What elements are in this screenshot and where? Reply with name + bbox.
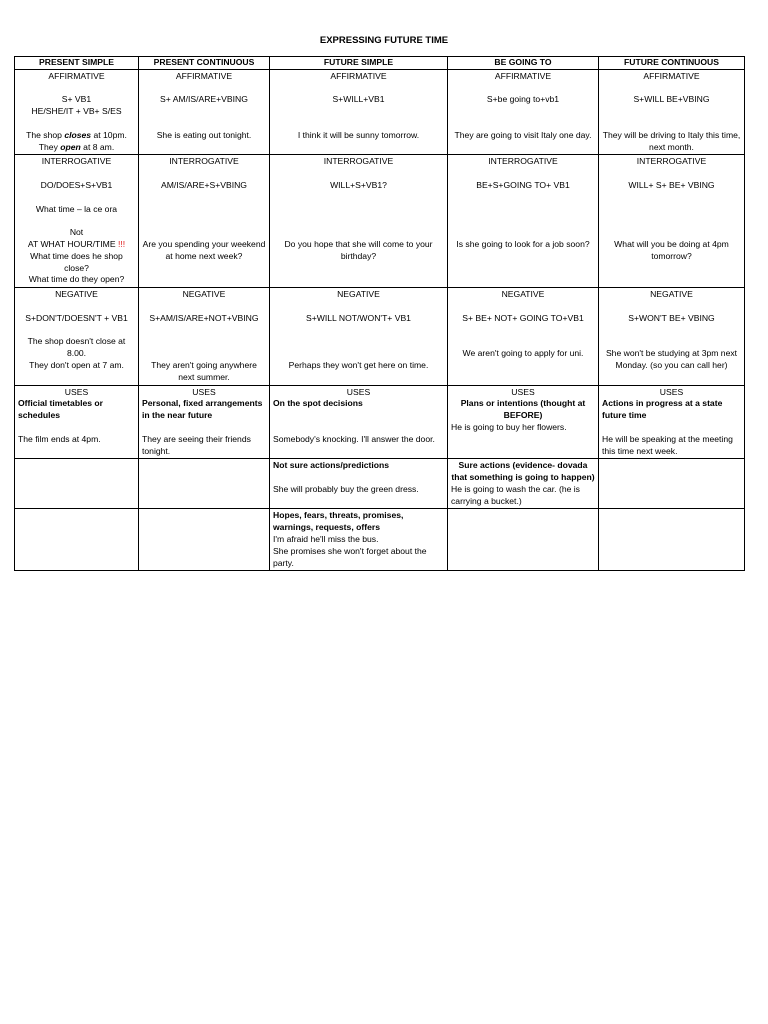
formula: S+be going to+vb1: [486, 94, 560, 105]
negative-be-going-to: [448, 288, 599, 385]
section-label: INTERROGATIVE: [169, 156, 239, 167]
section-label: INTERROGATIVE: [323, 156, 394, 167]
affirmative-present-continuous: [139, 69, 270, 155]
example: They are seeing their friends tonight.: [142, 433, 251, 456]
formula: S+WON'T BE+ VBING: [628, 312, 715, 323]
empty-cell: [139, 459, 270, 509]
formula: S+DON'T/DOESN'T + VB1: [25, 312, 128, 323]
extra2-future-simple: [270, 509, 448, 571]
note: Not: [69, 227, 84, 238]
page-title: EXPRESSING FUTURE TIME: [319, 35, 449, 46]
negative-present-simple: [15, 288, 139, 385]
empty-cell: [139, 509, 270, 571]
affirmative-present-simple: [15, 69, 139, 155]
negative-present-continuous: [139, 288, 270, 385]
uses-present-continuous: [139, 385, 270, 459]
use-title: Hopes, fears, threats, promises, warnings, requests, offers: [273, 510, 404, 533]
header-be-going-to: BE GOING TO: [448, 57, 599, 70]
interrogative-future-continuous: [599, 155, 745, 288]
section-label: AFFIRMATIVE: [330, 70, 387, 81]
formula: S+ BE+ NOT+ GOING TO+VB1: [462, 312, 584, 323]
example: Is she going to look for a job soon?: [456, 238, 590, 249]
empty-cell: [15, 459, 139, 509]
header-row: [15, 57, 745, 70]
extra1-future-simple: [270, 459, 448, 509]
example: The shop doesn't close at 8.00.: [27, 336, 126, 359]
formula: S+WILL+VB1: [332, 94, 385, 105]
section-label: AFFIRMATIVE: [48, 70, 105, 81]
interrogative-present-simple: [15, 155, 139, 288]
interrogative-row: [15, 155, 745, 288]
section-label: USES: [192, 386, 216, 397]
empty-cell: [448, 509, 599, 571]
section-label: AFFIRMATIVE: [643, 70, 700, 81]
affirmative-row: [15, 69, 745, 155]
section-label: NEGATIVE: [182, 289, 226, 300]
uses-future-simple: [270, 385, 448, 459]
example: He is going to buy her flowers.: [451, 421, 567, 432]
example: They aren't going anywhere next summer.: [151, 359, 257, 382]
example: She will probably buy the green dress.: [273, 483, 419, 494]
use-title: Not sure actions/predictions: [273, 460, 390, 471]
section-label: AFFIRMATIVE: [175, 70, 233, 81]
warning-marks: !!!: [117, 238, 126, 249]
example: Are you spending your weekend at home next week?: [142, 238, 266, 261]
negative-future-continuous: [599, 288, 745, 385]
interrogative-be-going-to: [448, 155, 599, 288]
example: She is eating out tonight.: [156, 129, 252, 140]
example: They open at 8 am.: [38, 141, 115, 152]
example: I'm afraid he'll miss the bus.: [273, 534, 379, 545]
section-label: USES: [511, 386, 535, 397]
example: They don't open at 7 am.: [29, 359, 124, 370]
header-present-continuous: PRESENT CONTINUOUS: [139, 57, 270, 70]
interrogative-future-simple: [270, 155, 448, 288]
example: He will be speaking at the meeting this time next week.: [602, 433, 733, 456]
example: She won't be studying at 3pm next Monday. (so you can call her): [605, 348, 738, 370]
example: The shop closes at 10pm.: [26, 129, 127, 140]
affirmative-be-going-to: [448, 69, 599, 155]
section-label: NEGATIVE: [55, 289, 98, 300]
affirmative-future-continuous: [599, 69, 745, 155]
formula: S+ VB1: [61, 94, 92, 105]
use-title: Actions in progress at a state future time: [602, 398, 723, 421]
section-label: INTERROGATIVE: [41, 156, 112, 167]
example: They are going to visit Italy one day.: [454, 129, 592, 140]
header-future-simple: FUTURE SIMPLE: [270, 57, 448, 70]
note: What time – la ce ora: [35, 203, 118, 214]
formula: S+ AM/IS/ARE+VBING: [160, 94, 248, 105]
affirmative-future-simple: [270, 69, 448, 155]
formula: HE/SHE/IT + VB+ S/ES: [31, 106, 122, 117]
uses-be-going-to: [448, 385, 599, 459]
use-title: Personal, fixed arrangements in the near future: [142, 398, 263, 421]
section-label: INTERROGATIVE: [636, 156, 707, 167]
empty-cell: [599, 459, 745, 509]
section-label: NEGATIVE: [650, 289, 693, 300]
negative-row: [15, 288, 745, 385]
section-label: USES: [64, 386, 89, 397]
uses-future-continuous: [599, 385, 745, 459]
formula: BE+S+GOING TO+ VB1: [476, 179, 570, 190]
empty-cell: [599, 509, 745, 571]
formula: AM/IS/ARE+S+VBING: [161, 179, 247, 190]
example: They will be driving to Italy this time, next month.: [602, 129, 741, 152]
section-label: NEGATIVE: [501, 289, 545, 300]
section-label: USES: [659, 386, 684, 397]
use-title: Plans or intentions (thought at BEFORE): [460, 398, 586, 421]
example: The film ends at 4pm.: [18, 433, 101, 444]
uses-present-simple: [15, 385, 139, 459]
formula: S+WILL NOT/WON'T+ VB1: [306, 312, 411, 323]
header-future-continuous: FUTURE CONTINUOUS: [599, 57, 745, 70]
section-label: AFFIRMATIVE: [494, 70, 552, 81]
example: He is going to wash the car. (he is carrying a bucket.): [451, 483, 580, 506]
note: AT WHAT HOUR/TIME !!!: [27, 238, 126, 249]
example: We aren't going to apply for uni.: [462, 348, 584, 359]
example: I think it will be sunny tomorrow.: [297, 129, 420, 140]
example: What will you be doing at 4pm tomorrow?: [614, 238, 729, 261]
example: She promises she won't forget about the party.: [273, 545, 427, 568]
uses-extra-row-2: [15, 509, 745, 571]
use-title: Official timetables or schedules: [18, 398, 104, 421]
formula: DO/DOES+S+VB1: [40, 179, 113, 190]
formula: WILL+ S+ BE+ VBING: [628, 179, 715, 190]
empty-cell: [15, 509, 139, 571]
example: What time do they open?: [28, 274, 125, 285]
example: Perhaps they won't get here on time.: [288, 359, 429, 370]
extra1-be-going-to: [448, 459, 599, 509]
negative-future-simple: [270, 288, 448, 385]
uses-extra-row-1: [15, 459, 745, 509]
section-label: USES: [346, 386, 371, 397]
example: Do you hope that she will come to your birthday?: [284, 238, 433, 261]
interrogative-present-continuous: [139, 155, 270, 288]
formula: S+AM/IS/ARE+NOT+VBING: [149, 312, 259, 323]
use-title: On the spot decisions: [273, 398, 363, 409]
formula: WILL+S+VB1?: [330, 179, 387, 190]
section-label: NEGATIVE: [337, 289, 380, 300]
future-time-table: [14, 56, 745, 571]
formula: S+WILL BE+VBING: [633, 94, 710, 105]
example: What time does he shop close?: [30, 250, 123, 273]
uses-row: [15, 385, 745, 459]
header-present-simple: PRESENT SIMPLE: [15, 57, 139, 70]
section-label: INTERROGATIVE: [488, 156, 558, 167]
example: Somebody's knocking. I'll answer the door.: [273, 433, 435, 444]
use-title: Sure actions (evidence- dovada that something is going to happen): [451, 460, 595, 483]
